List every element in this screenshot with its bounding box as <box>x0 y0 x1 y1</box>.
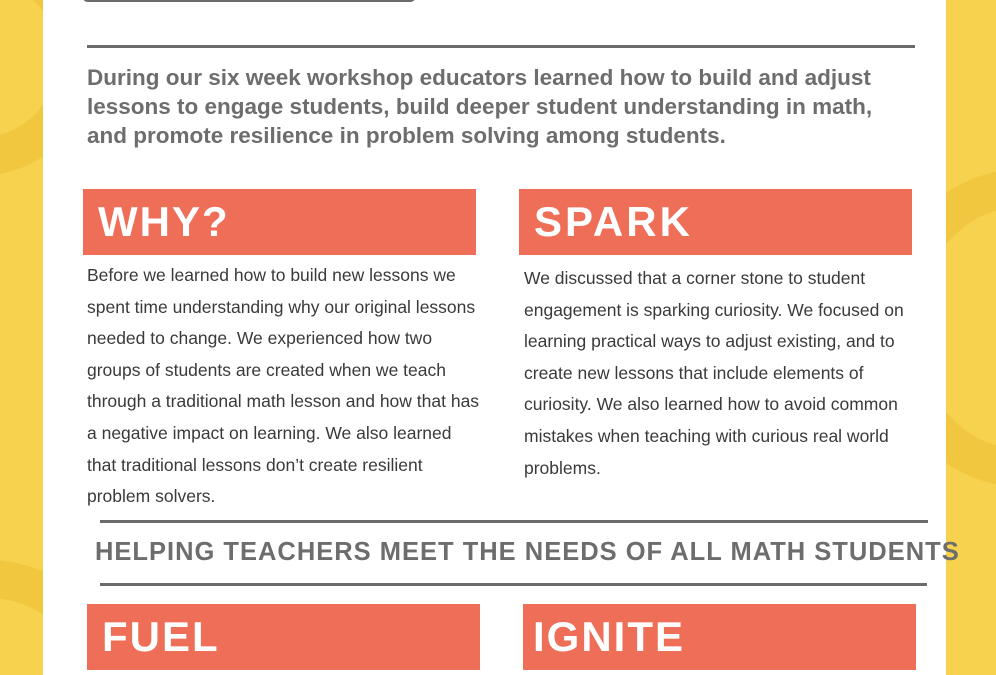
section-title: SPARK <box>534 198 693 245</box>
intro-paragraph: During our six week workshop educators learned how to build and adjust lessons to engage students, build deeper student understanding in math, and promote resilience in problem solving among students. <box>87 65 873 148</box>
banner-heading: HELPING TEACHERS MEET THE NEEDS OF ALL MATH STUDENTS <box>95 538 960 566</box>
divider-line <box>100 520 928 523</box>
section-body-why: Before we learned how to build new lessons we spent time understanding why our original lessons needed to change. We experienced how two groups of students are created when we teach through a traditional math lesson and how that has a negative impact on learning. We also learned that traditional lessons don’t create resilient problem solvers. <box>87 265 480 507</box>
section-title: FUEL <box>102 613 220 660</box>
section-title: IGNITE <box>533 613 686 660</box>
section-heading-ignite <box>523 604 916 670</box>
section-heading-fuel <box>87 604 480 670</box>
section-body-spark: We discussed that a corner stone to student engagement is sparking curiosity. We focused on learning practical ways to adjust existing, and to create new lessons that include elements of curiosity. We also learned how to avoid common mistakes when teaching with curious real world problems. <box>524 268 904 478</box>
top-frame-stub <box>82 0 416 2</box>
divider-line <box>100 583 927 586</box>
divider-line <box>87 45 915 48</box>
section-heading-why <box>83 189 476 255</box>
section-heading-spark <box>519 189 912 255</box>
section-title: WHY? <box>98 198 230 245</box>
